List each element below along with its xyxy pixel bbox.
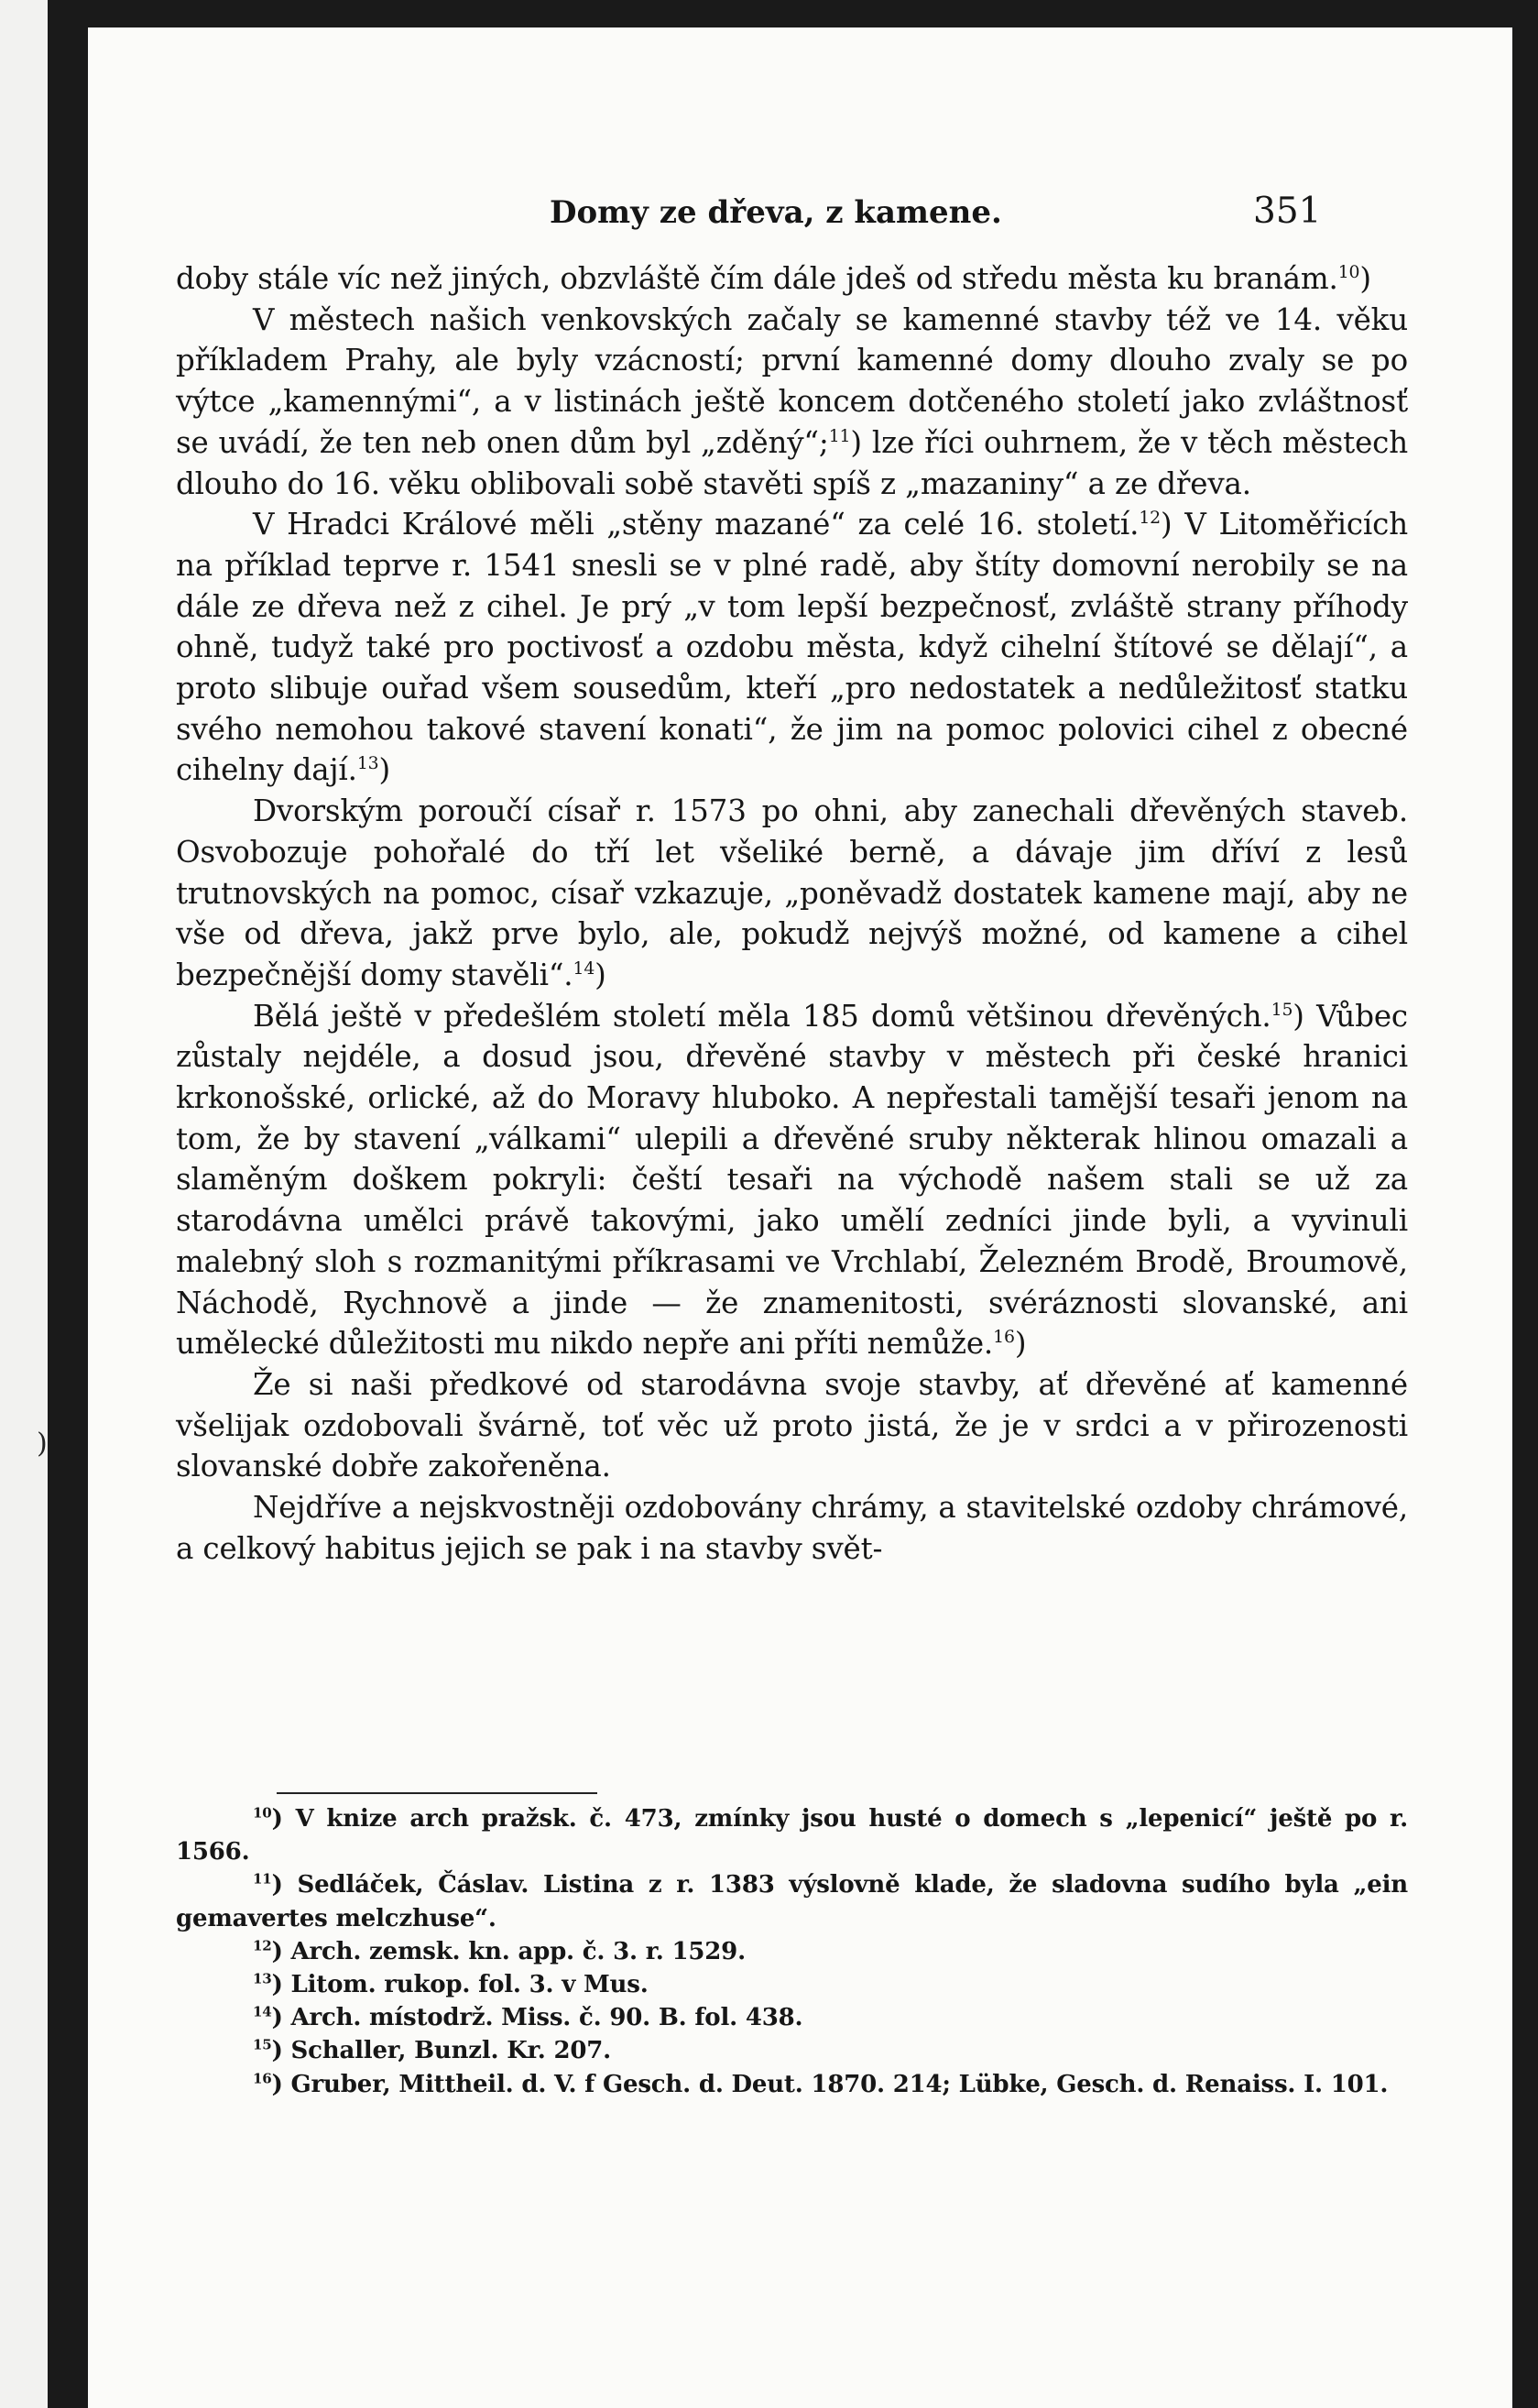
paragraph [176,504,1408,791]
paragraph-text: ) [1359,261,1371,296]
footnote-number: 12 [253,1937,272,1954]
footnote-separator [277,1792,597,1794]
paragraph [176,791,1408,996]
footnote-number: 13 [253,1970,272,1987]
footnote-reference[interactable]: 11 [828,426,851,446]
footnote-text: ) Schaller, Bunzl. Kr. 207. [271,2037,611,2065]
running-head: Domy ze dřeva, z kamene. [550,194,1002,231]
margin-mark: ) [37,1428,48,1460]
paragraph [176,300,1408,505]
footnote-number: 16 [253,2069,272,2086]
footnotes [176,1802,1408,2101]
footnote-number: 15 [253,2036,272,2053]
footnote [176,1868,1408,1934]
paragraph-text: ) Vůbec zůstaly nejdéle, a dosud jsou, dřevěné stavby v městech při české hranici krkonošské, orlické, až do Moravy hluboko. A nepřestali tamější tesaři jenom na tom, že by stavení „válkami“ ulepili a dřevěné sruby některak hlinou omazali a slaměným doškem pokryli: čeští tesaři na východě našem stali se už za starodávna umělci právě takovými, jako umělí zedníci jinde byli, a vyvinuli malebný sloh s rozmanitými příkrasami ve Vrchlabí, Železném Brodě, Broumově, Náchodě, Rychnově a jinde — že znamenitosti, svéráznosti slovanské, ani umělecké důležitosti mu nikdo nepře ani příti nemůže. [176,998,1408,1362]
footnote-reference[interactable]: 16 [993,1328,1015,1348]
paragraph [176,1364,1408,1487]
paragraph [176,1487,1408,1569]
footnote [176,2034,1408,2067]
footnote-text: ) Litom. rukop. fol. 3. v Mus. [271,1971,649,1999]
paragraph-text: ) lze říci ouhrnem, že v těch městech dlouho do 16. věku oblibovali sobě stavěti spíš z „mazaniny“ a ze dřeva. [176,424,1408,501]
footnote [176,2068,1408,2101]
footnote-text: ) Gruber, Mittheil. d. V. f Gesch. d. Deut. 1870. 214; Lübke, Gesch. d. Renaiss. I. 101. [271,2070,1389,2098]
paragraph-text: ) [1014,1326,1027,1362]
footnote-reference[interactable]: 15 [1271,1000,1293,1020]
paragraph [176,996,1408,1364]
footnote-text: ) V knize arch pražsk. č. 473, zmínky jsou husté o domech s „lepenicí“ ještě po r. 1566. [176,1805,1408,1866]
paragraph-text: Nejdříve a nejskvostněji ozdobovány chrámy, a stavitelské ozdoby chrámové, a celkový habitus jejich se pak i na stavby svět- [176,1490,1408,1566]
footnote-text: ) Arch. zemsk. kn. app. č. 3. r. 1529. [271,1937,746,1965]
footnote-number: 11 [253,1870,272,1888]
book-page [88,27,1512,2408]
footnote [176,2001,1408,2034]
paragraph-text: V Hradci Králové měli „stěny mazané“ za celé 16. století. [253,507,1140,542]
paragraph-text: ) [378,752,391,788]
paragraph [176,258,1408,300]
paragraph-text: V městech našich venkovských začaly se kamenné stavby též ve 14. věku příkladem Prahy, ale byly vzácností; první kamenné domy dlouho zvaly se po výtce „kamennými“, a v listinách ještě koncem dotčeného století jako zvláštnosť se uvádí, že ten neb onen dům byl „zděný“; [176,301,1408,460]
body-text [176,258,1408,1570]
footnote-text: ) Arch. místodrž. Miss. č. 90. B. fol. 438. [271,2004,803,2032]
footnote [176,1968,1408,2001]
paragraph-text: Bělá ještě v předešlém století měla 185 domů většinou dřevěných. [253,998,1271,1034]
footnote-number: 14 [253,2003,272,2020]
page-number: 351 [1253,191,1322,232]
paragraph-text: Dvorským poroučí císař r. 1573 po ohni, aby zanechali dřevěných staveb. Osvobozuje pohořalé do tří let všeliké berně, a dávaje jim dříví z lesů trutnovských na pomoc, císař vzkazuje, „poněvadž dostatek kamene mají, aby ne vše od dřeva, jakž prve bylo, ale, pokudž nejvýš možné, od kamene a cihel bezpečnější domy stavěli“. [176,794,1408,992]
previous-page-edge [0,0,48,2408]
footnote [176,1935,1408,1968]
paragraph-text: ) V Litoměřicích na příklad teprve r. 1541 snesli se v plné radě, aby štíty domovní nerobily se na dále ze dřeva než z cihel. Je prý „v tom lepší bezpečnosť, zvláště strany příhody ohně, tudyž také pro poctivosť a ozdobu města, když cihelní štítové se dělají“, a proto slibuje ouřad všem sousedům, kteří „pro nedostatek a nedůležitosť statku svého nemohou takové stavení konati“, že jim na pomoc polovici cihel z obecné cihelny dají. [176,507,1408,788]
footnote-reference[interactable]: 13 [356,754,379,774]
footnote [176,1802,1408,1868]
page-header [88,191,1512,246]
paragraph-text: Že si naši předkové od starodávna svoje stavby, ať dřevěné ať kamenné všelijak ozdobovali švárně, toť věc už proto jistá, že je v srdci a v přirozenosti slovanské dobře zakořeněna. [176,1366,1408,1484]
footnote-number: 10 [253,1804,272,1822]
footnote-text: ) Sedláček, Čáslav. Listina z r. 1383 výslovně klade, že sladovna sudího byla „ein gemavertes melczhuse“. [176,1871,1408,1932]
footnote-reference[interactable]: 12 [1139,509,1162,529]
paragraph-text: ) [594,957,606,992]
footnote-reference[interactable]: 10 [1337,263,1360,283]
footnote-reference[interactable]: 14 [573,959,595,980]
paragraph-text: doby stále víc než jiných, obzvláště čím dále jdeš od středu města ku branám. [176,261,1338,296]
